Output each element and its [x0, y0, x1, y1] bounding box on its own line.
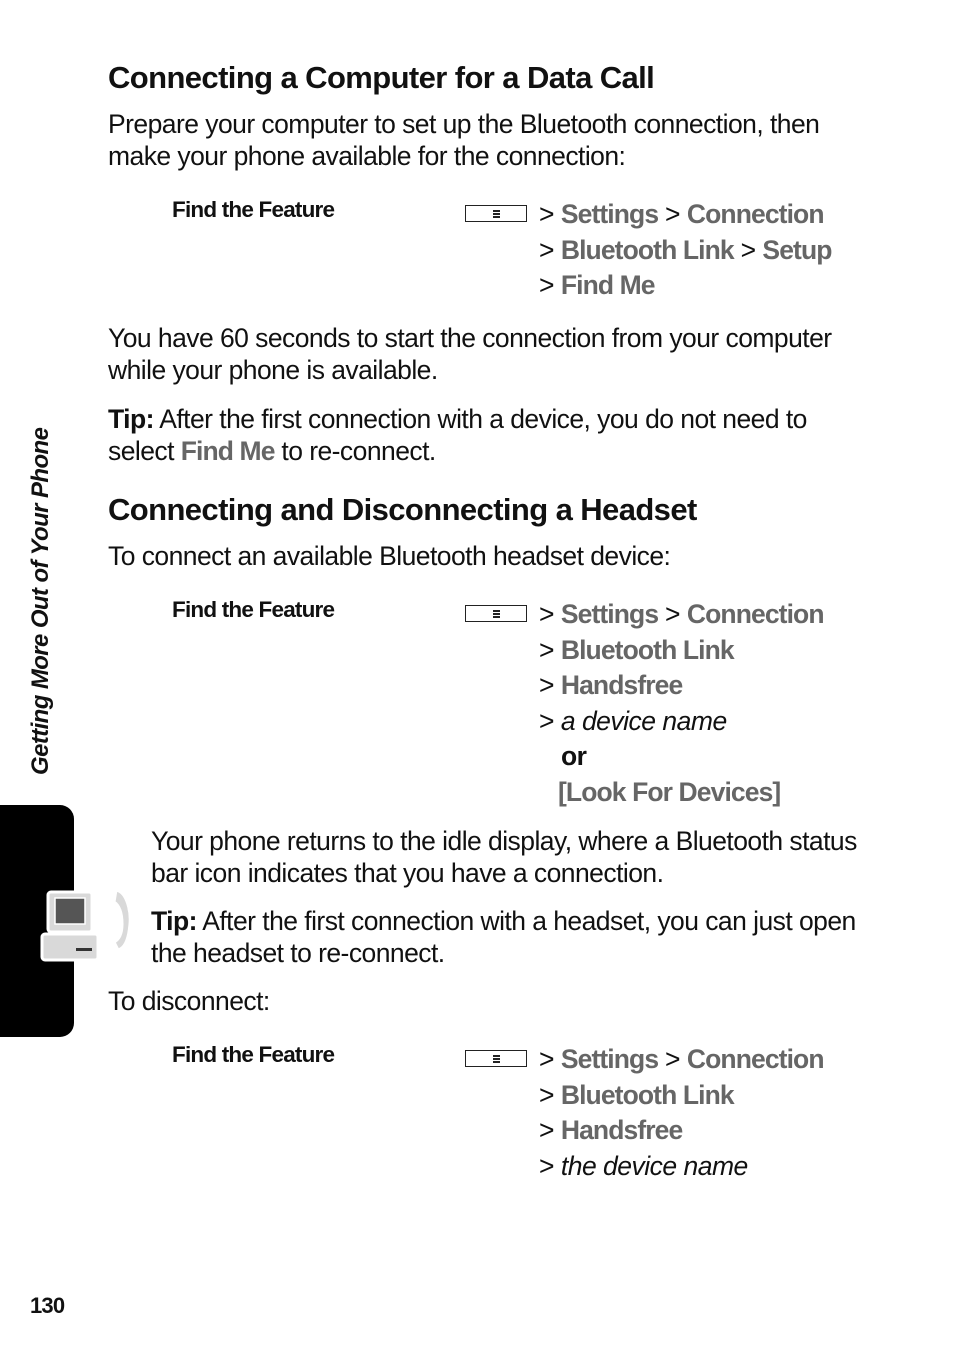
menu-key-icon	[465, 605, 527, 622]
menu-path-line	[539, 739, 824, 775]
path-separator: >	[733, 234, 763, 265]
menu-item-ref: Find Me	[560, 270, 655, 300]
path-separator: >	[658, 599, 687, 629]
menu-path	[539, 197, 832, 304]
menu-path	[539, 597, 824, 810]
menu-path-line	[539, 1113, 824, 1149]
page-number: 130	[30, 1293, 65, 1318]
menu-item-ref: Connection	[686, 599, 824, 629]
menu-path-line	[539, 197, 832, 233]
path-separator: >	[539, 1044, 561, 1074]
menu-path-line	[539, 775, 824, 811]
section-heading-computer: Connecting a Computer for a Data Call	[108, 60, 655, 95]
menu-item-ref: [Look For Devices]	[558, 776, 781, 807]
tip-text: After the first connection with a headset, you can just open the headset to re-connect.	[151, 906, 856, 968]
menu-item-ref: Setup	[762, 234, 832, 265]
menu-path-line	[539, 668, 824, 704]
menu-item-ref: Handsfree	[560, 670, 683, 700]
menu-item-ref: Settings	[560, 199, 659, 229]
path-separator: >	[658, 199, 687, 229]
find-feature-label: Find the Feature	[172, 197, 335, 222]
headset-after-text: Your phone returns to the idle display, where a Bluetooth status bar icon indicates that you have a connection.	[151, 826, 857, 888]
menu-path-line	[539, 1149, 824, 1185]
menu-item-ref: Settings	[560, 599, 659, 629]
menu-path-line	[539, 597, 824, 633]
headset-tip	[151, 905, 871, 969]
path-separator: >	[539, 599, 561, 629]
tip-text-pre: After the first connection with a device, you do not need to select	[108, 404, 807, 466]
menu-path-line	[539, 633, 824, 669]
path-separator: >	[539, 1079, 561, 1110]
or-separator: or	[561, 741, 587, 771]
path-separator: >	[539, 634, 561, 665]
menu-item-ref: Handsfree	[560, 1115, 683, 1145]
headset-intro: To connect an available Bluetooth headset device:	[108, 541, 671, 571]
menu-item-ref: Connection	[686, 1044, 824, 1074]
path-separator: >	[658, 1044, 687, 1074]
tip-label: Tip:	[151, 906, 197, 936]
menu-path-line	[539, 1078, 824, 1114]
computer-intro: Prepare your computer to set up the Bluetooth connection, then make your phone available for the connection:	[108, 109, 820, 171]
section-heading-headset: Connecting and Disconnecting a Headset	[108, 492, 697, 527]
menu-key-icon	[465, 205, 527, 222]
placeholder-text: the device name	[560, 1150, 748, 1181]
chapter-side-title: Getting More Out of Your Phone	[27, 427, 54, 775]
path-separator: >	[539, 199, 561, 229]
computer-after-text: You have 60 seconds to start the connection from your computer while your phone is available.	[108, 323, 832, 385]
menu-item-ref: Bluetooth Link	[560, 234, 734, 265]
menu-path	[539, 1042, 824, 1184]
path-separator: >	[539, 1150, 561, 1181]
path-separator: >	[539, 705, 561, 736]
find-feature-label: Find the Feature	[172, 1042, 335, 1067]
path-separator: >	[539, 234, 561, 265]
find-feature-label: Find the Feature	[172, 597, 335, 622]
menu-item-ref: Bluetooth Link	[560, 1079, 734, 1110]
menu-item-ref: Settings	[560, 1044, 659, 1074]
menu-item-ref: Connection	[686, 199, 824, 229]
computer-tip	[108, 403, 868, 467]
path-separator: >	[539, 270, 561, 300]
menu-path-line	[539, 268, 832, 304]
placeholder-text: a device name	[560, 705, 727, 736]
path-separator: >	[539, 1115, 561, 1145]
menu-path-line	[539, 1042, 824, 1078]
computer-phone-icon	[38, 884, 134, 966]
disconnect-intro: To disconnect:	[108, 986, 270, 1016]
tip-text-post: to re-connect.	[274, 436, 436, 466]
menu-path-line	[539, 704, 824, 740]
path-separator: >	[539, 670, 561, 700]
tip-label: Tip:	[108, 404, 154, 434]
menu-item-ref: Bluetooth Link	[560, 634, 734, 665]
tip-menu-ref: Find Me	[180, 436, 275, 466]
menu-path-line	[539, 233, 832, 269]
menu-key-icon	[465, 1050, 527, 1067]
